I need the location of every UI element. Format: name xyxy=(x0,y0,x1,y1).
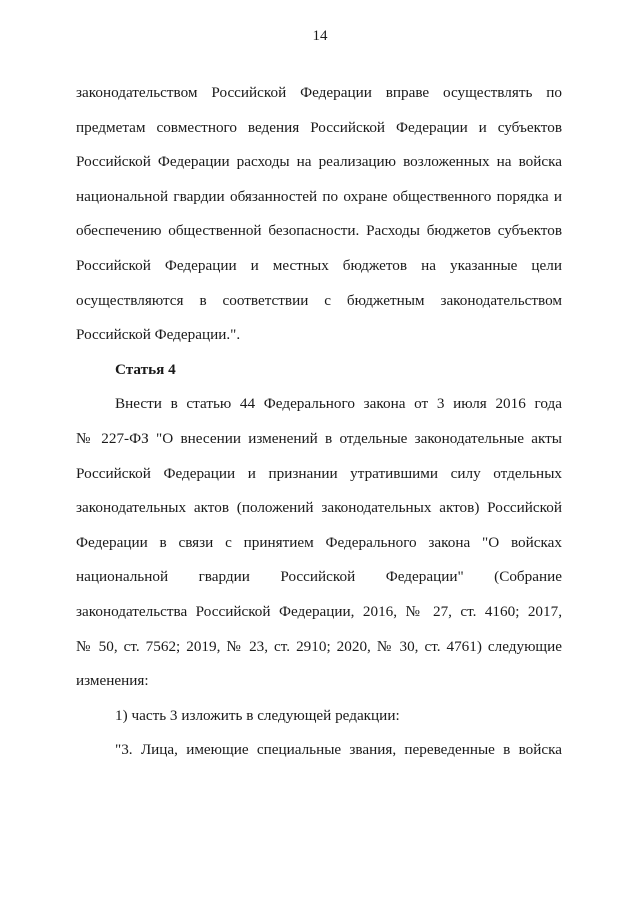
text-line: законодательством Российской Федерации вправе осуществлять по xyxy=(76,84,562,101)
document-body xyxy=(76,76,562,768)
text-line: Внести в статью 44 Федерального закона от 3 июля 2016 года xyxy=(115,395,562,413)
text-line: № 227-ФЗ "О внесении изменений в отдельные законодательные акты xyxy=(76,429,562,447)
text-line: "3. Лица, имеющие специальные звания, переведенные в войска xyxy=(115,741,562,759)
text-line: предметам совместного ведения Российской Федерации и субъектов xyxy=(76,118,562,136)
text-line: национальной гвардии Российской Федерации" (Собрание xyxy=(76,568,562,586)
text-line: национальной гвардии обязанностей по охране общественного порядка и xyxy=(76,187,562,205)
text-line: Федерации в связи с принятием Федерального закона "О войсках xyxy=(76,533,562,551)
page-number: 14 xyxy=(312,28,328,44)
list-item-1 xyxy=(76,699,562,734)
article-heading: Статья 4 xyxy=(115,360,176,378)
paragraph-article-4 xyxy=(76,387,562,698)
text-line: Российской Федерации.". xyxy=(76,326,241,344)
text-line: № 50, ст. 7562; 2019, № 23, ст. 2910; 2020, № 30, ст. 4761) следующие xyxy=(76,637,562,655)
text-line: изменения: xyxy=(76,672,149,690)
text-line: законодательных актов (положений законодательных актов) Российской xyxy=(76,499,562,517)
text-line: 1) часть 3 изложить в следующей редакции: xyxy=(115,706,400,724)
text-line: Российской Федерации и признании утратившими силу отдельных xyxy=(76,464,562,482)
text-line: обеспечению общественной безопасности. Расходы бюджетов субъектов xyxy=(76,222,562,240)
text-line: Российской Федерации расходы на реализацию возложенных на войска xyxy=(76,153,562,171)
paragraph-continuation xyxy=(76,76,562,353)
text-line: осуществляются в соответствии с бюджетным законодательством xyxy=(76,291,562,309)
quoted-text xyxy=(76,733,562,768)
text-line: законодательства Российской Федерации, 2016, № 27, ст. 4160; 2017, xyxy=(76,602,562,620)
text-line: Российской Федерации и местных бюджетов на указанные цели xyxy=(76,256,562,274)
